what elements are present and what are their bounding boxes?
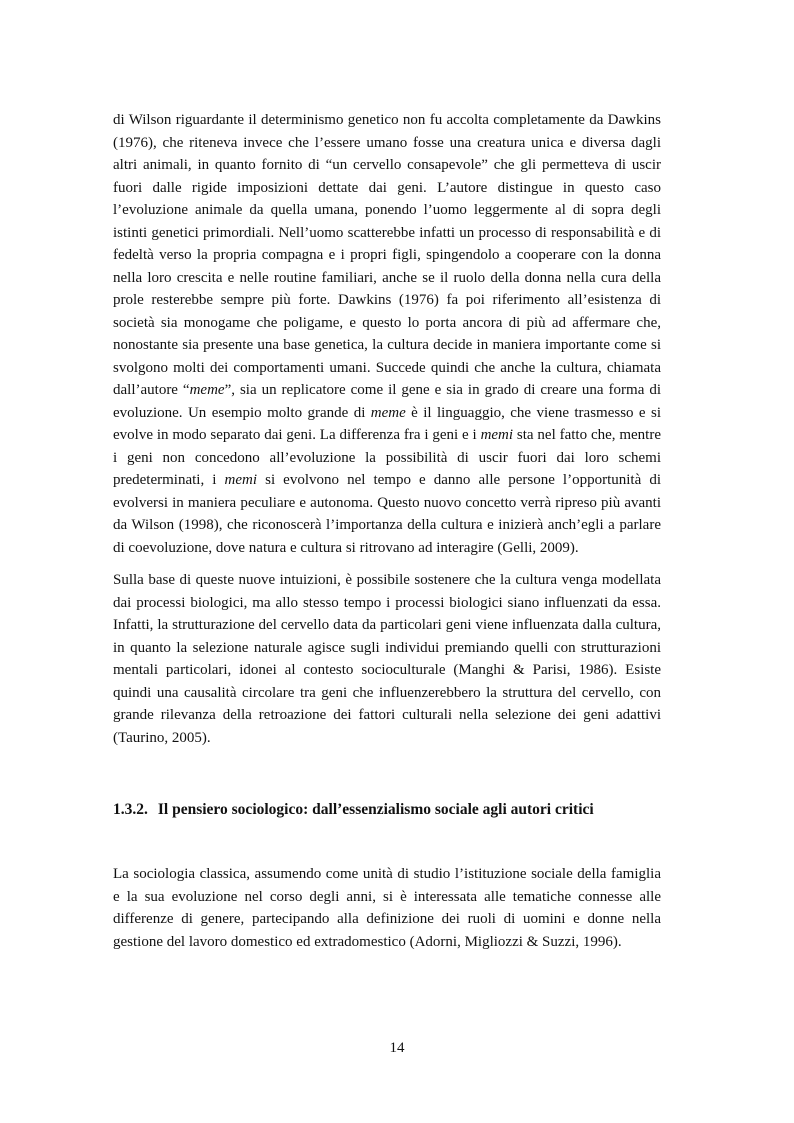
page-number: 14 <box>389 1040 405 1056</box>
text-run: La sociologia classica, assumendo come unità di studio l’istituzione sociale della famiglia e la sua evoluzione nel corso degli anni, si è interessata alle tematiche connesse alle differenze di genere, partecipando alla definizione dei ruoli di uomini e donne nella gestione del lavoro domestico ed extradomestico (Adorni, Migliozzi & Suzzi, 1996). <box>113 866 661 950</box>
text-run: sta nel fatto che, mentre i geni non concedono all’evoluzione la possibilità di uscir fuori dai loro schemi predeterminati, i <box>113 427 662 488</box>
text-run: di Wilson riguardante il determinismo genetico non fu accolta completamente da Dawkins (1976), che riteneva invece che l’essere umano fosse una creatura unica e diversa dagli altri animali, in quanto fornito di “un cervello consapevole” che gli permetteva di uscir fuori dalle rigide imposizioni dettate dai geni. L’autore distingue in questo caso l’evoluzione animale da quella umana, ponendo l’uomo leggermente al di sopra degli istinti genetici primordiali. Nell’uomo scatterebbe infatti un processo di responsabilità e di fedeltà verso la propria compagna e i propri figli, spingendolo a cooperare con la donna nella loro crescita e nelle routine familiari, anche se il ruolo della donna nella cura della prole resterebbe sempre più forte. Dawkins (1976) fa poi riferimento all’esistenza di società sia monogame che poligame, e questo lo porta ancora di più ad affermare che, nonostante sia presente una base genetica, la cultura decide in maniera importante come si svolgono molti dei comportamenti umani. Succede quindi che anche la cultura, chiamata dall’autore “ <box>113 112 661 398</box>
paragraph <box>113 109 661 559</box>
section-number: 1.3.2. <box>113 801 148 818</box>
section-title: Il pensiero sociologico: dall’essenzialismo sociale agli autori critici <box>157 801 594 818</box>
italic-term: memi <box>224 472 258 488</box>
italic-term: memi <box>480 427 514 443</box>
italic-term: meme <box>189 382 225 398</box>
text-run: Sulla base di queste nuove intuizioni, è possibile sostenere che la cultura venga modellata dai processi biologici, ma allo stesso tempo i processi biologici siano influenzati da essa. Infatti, la strutturazione del cervello data da particolari geni viene influenzata dalla cultura, in quanto la selezione naturale agisce sugli individui premiando quelli con strutturazioni mentali particolari, idonei al contesto socioculturale (Manghi & Parisi, 1986). Esiste quindi una causalità circolare tra geni che influenzerebbero la struttura del cervello, con grande rilevanza della retroazione dei fattori culturali nella selezione dei geni adattivi (Taurino, 2005). <box>113 572 661 746</box>
italic-term: meme <box>370 404 406 421</box>
text-run: ”, sia un replicatore come il gene e sia in grado di creare una forma di evoluzione. Un esempio molto grande di <box>113 382 661 421</box>
text-run: si evolvono nel tempo e danno alle persone l’opportunità di evolversi in maniera peculiare e autonoma. Questo nuovo concetto verrà ripreso più avanti da Wilson (1998), che riconoscerà l’importanza della cultura e inizierà anch’egli a parlare di coevoluzione, dove natura e cultura si ritrovano ad interagire (Gelli, 2009). <box>113 472 661 556</box>
body-text-bottom <box>113 863 661 953</box>
paragraph <box>113 569 661 749</box>
text-run: è il linguaggio, che viene trasmesso e si evolve in modo separato dai geni. La differenza fra i geni e i <box>113 404 662 443</box>
body-text-top <box>113 109 661 749</box>
document-page <box>113 109 661 953</box>
section-heading <box>113 799 661 821</box>
paragraph <box>113 863 661 953</box>
